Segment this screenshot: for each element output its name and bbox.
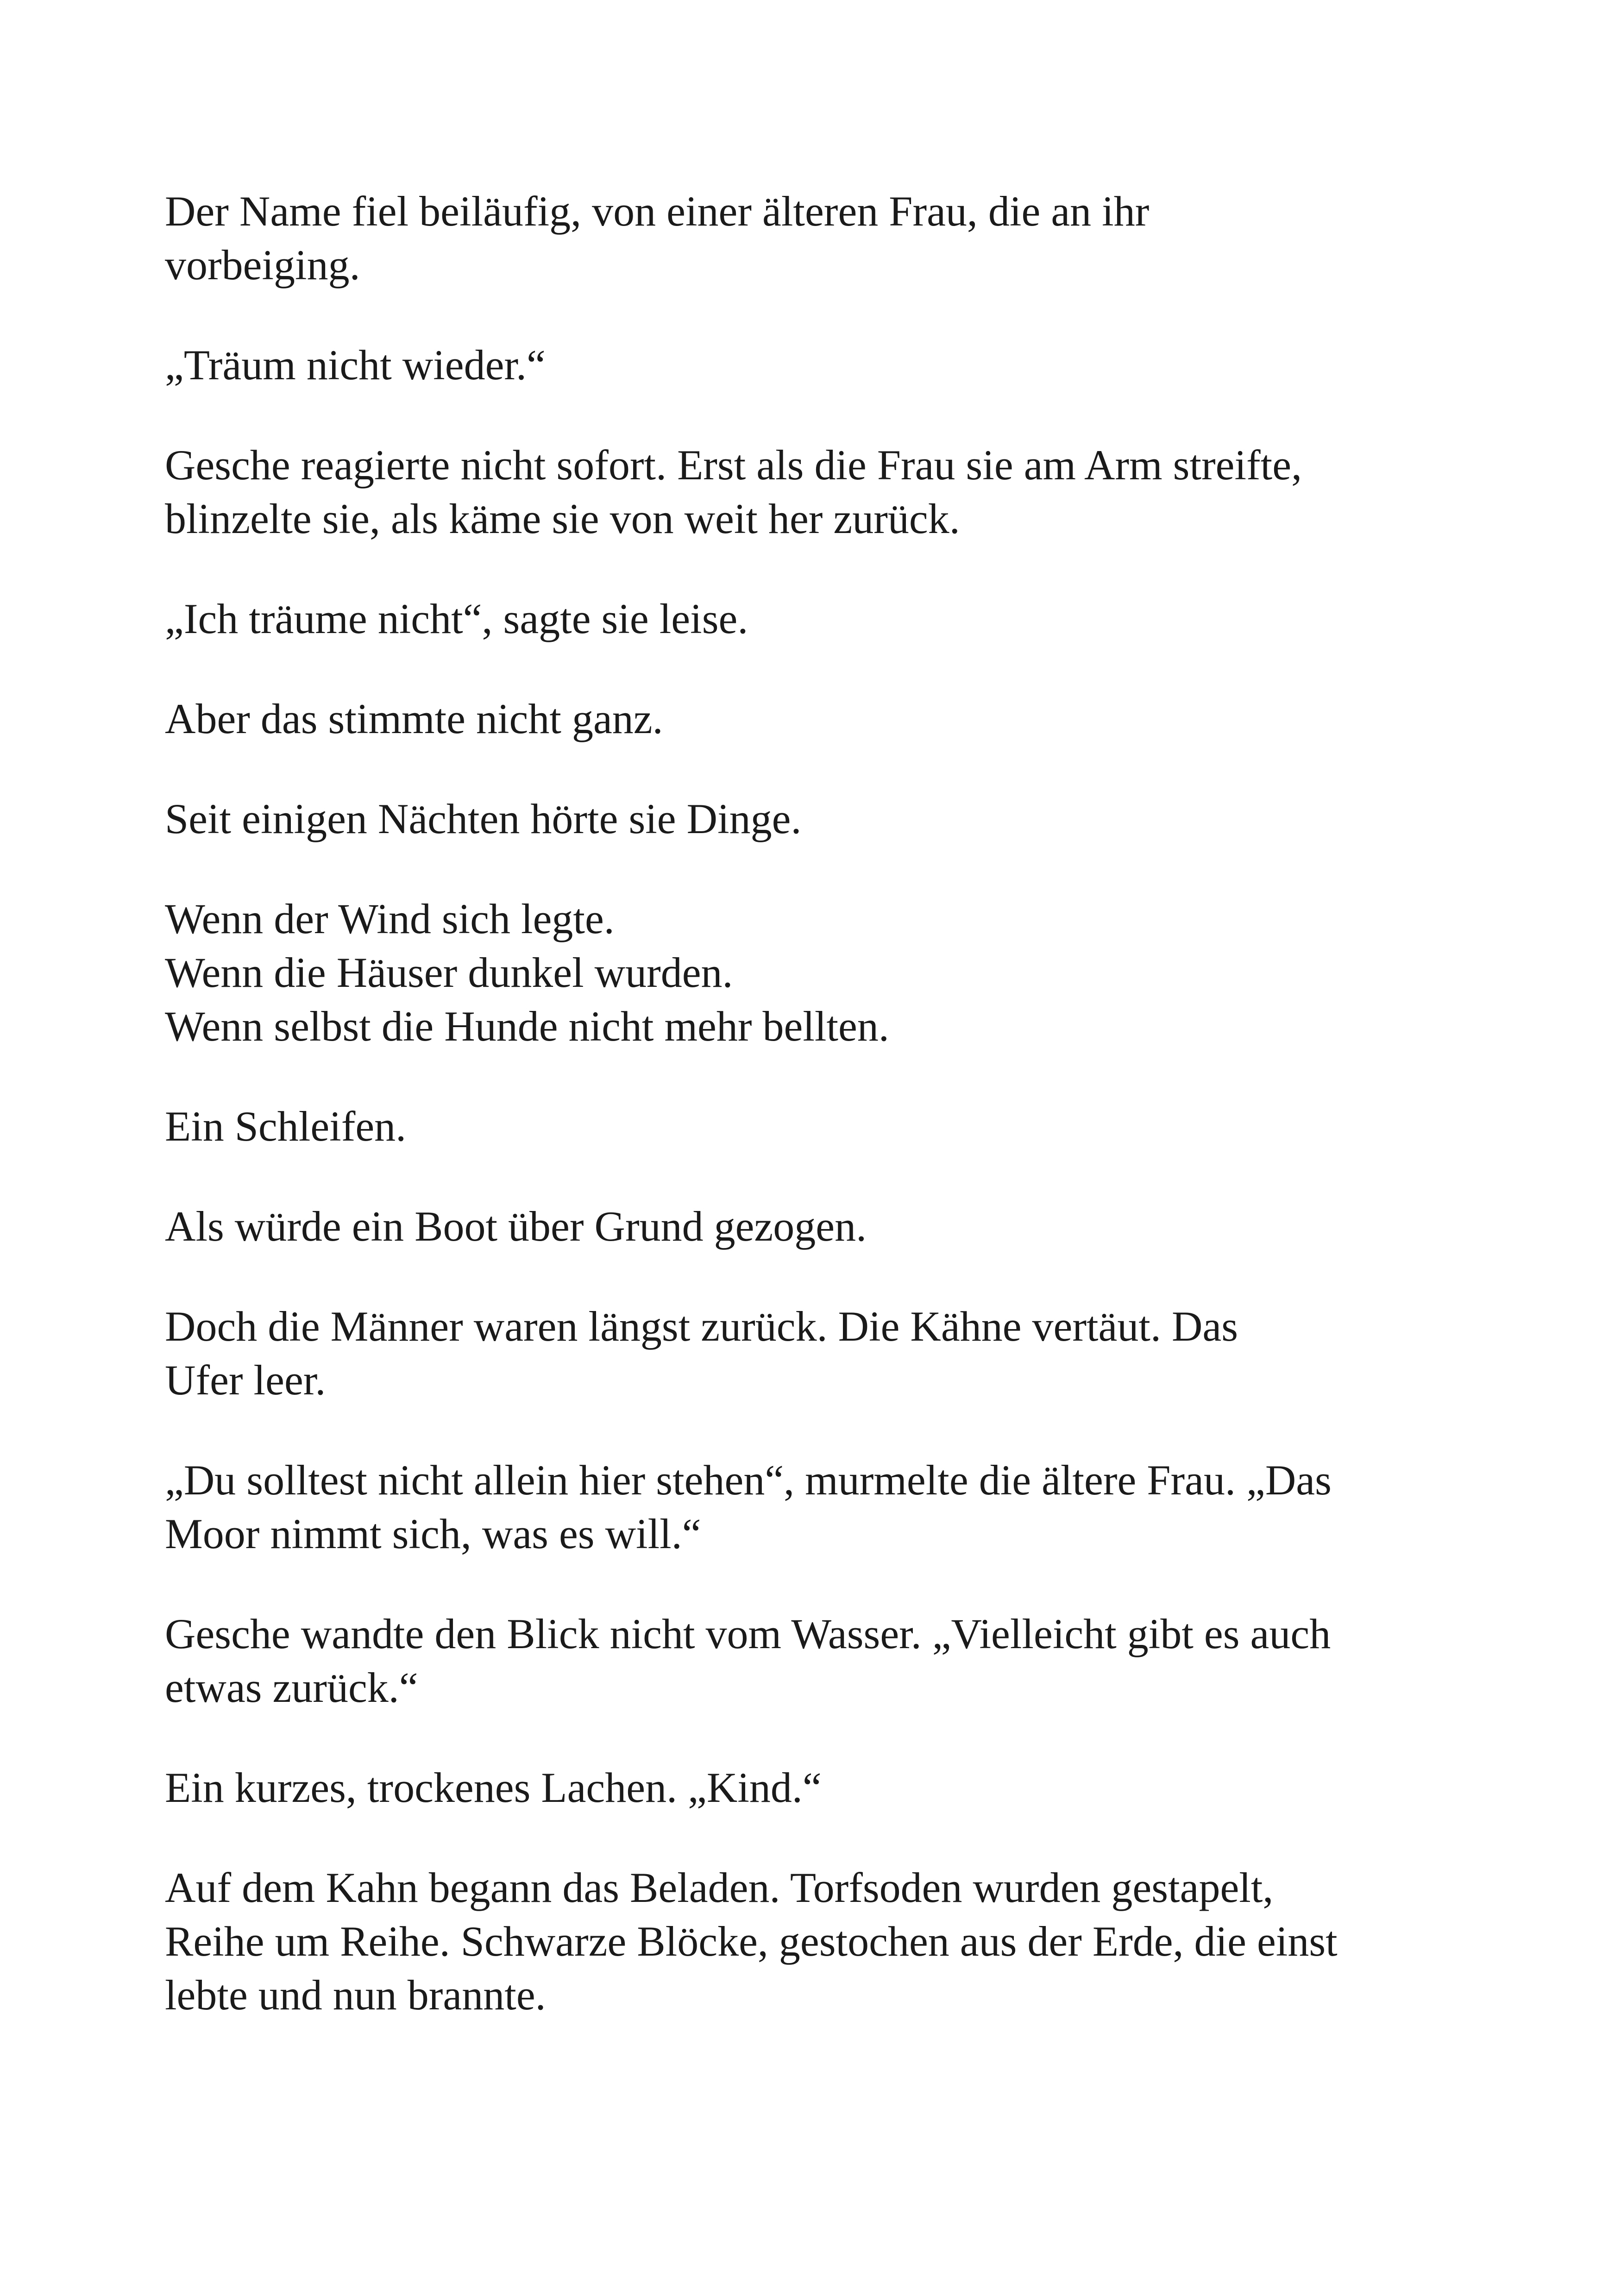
text-line: Aber das stimmte nicht ganz. [165,695,663,742]
text-line: etwas zurück.“ [165,1664,418,1711]
paragraph [165,1861,1462,2022]
text-line: Auf dem Kahn begann das Beladen. Torfsoden wurden gestapelt, [165,1864,1274,1911]
paragraph [165,1299,1462,1407]
text-line: Moor nimmt sich, was es will.“ [165,1510,701,1557]
paragraph [165,338,1462,392]
paragraph [165,1099,1462,1153]
text-line: lebte und nun brannte. [165,1971,546,2019]
text-line: Der Name fiel beiläufig, von einer älteren Frau, die an ihr [165,188,1150,235]
paragraph [165,1607,1462,1714]
text-line: Doch die Männer waren längst zurück. Die Kähne vertäut. Das [165,1303,1238,1350]
paragraph [165,1453,1462,1561]
text-line: Wenn selbst die Hunde nicht mehr bellten. [165,1003,889,1050]
paragraph [165,1761,1462,1814]
text-line: Gesche wandte den Blick nicht vom Wasser. „Vielleicht gibt es auch [165,1610,1331,1657]
text-line: Wenn der Wind sich legte. [165,895,615,942]
paragraph [165,184,1462,292]
text-line: Wenn die Häuser dunkel wurden. [165,949,733,996]
text-line: Ein kurzes, trockenes Lachen. „Kind.“ [165,1764,822,1811]
paragraph [165,892,1462,1053]
text-line: Ein Schleifen. [165,1103,407,1150]
text-line: Ufer leer. [165,1356,326,1404]
text-line: „Ich träume nicht“, sagte sie leise. [165,595,748,642]
body-text [165,184,1462,2068]
text-line: blinzelte sie, als käme sie von weit her zurück. [165,495,960,542]
paragraph [165,692,1462,746]
text-line: Als würde ein Boot über Grund gezogen. [165,1203,867,1250]
text-line: „Träum nicht wieder.“ [165,341,546,389]
paragraph [165,438,1462,546]
text-line: vorbeiging. [165,241,360,289]
paragraph [165,592,1462,646]
text-line: „Du solltest nicht allein hier stehen“, murmelte die ältere Frau. „Das [165,1456,1332,1504]
paragraph [165,792,1462,846]
text-line: Gesche reagierte nicht sofort. Erst als die Frau sie am Arm streifte, [165,441,1302,489]
text-line: Seit einigen Nächten hörte sie Dinge. [165,795,802,842]
text-line: Reihe um Reihe. Schwarze Blöcke, gestochen aus der Erde, die einst [165,1918,1338,1965]
paragraph [165,1199,1462,1253]
